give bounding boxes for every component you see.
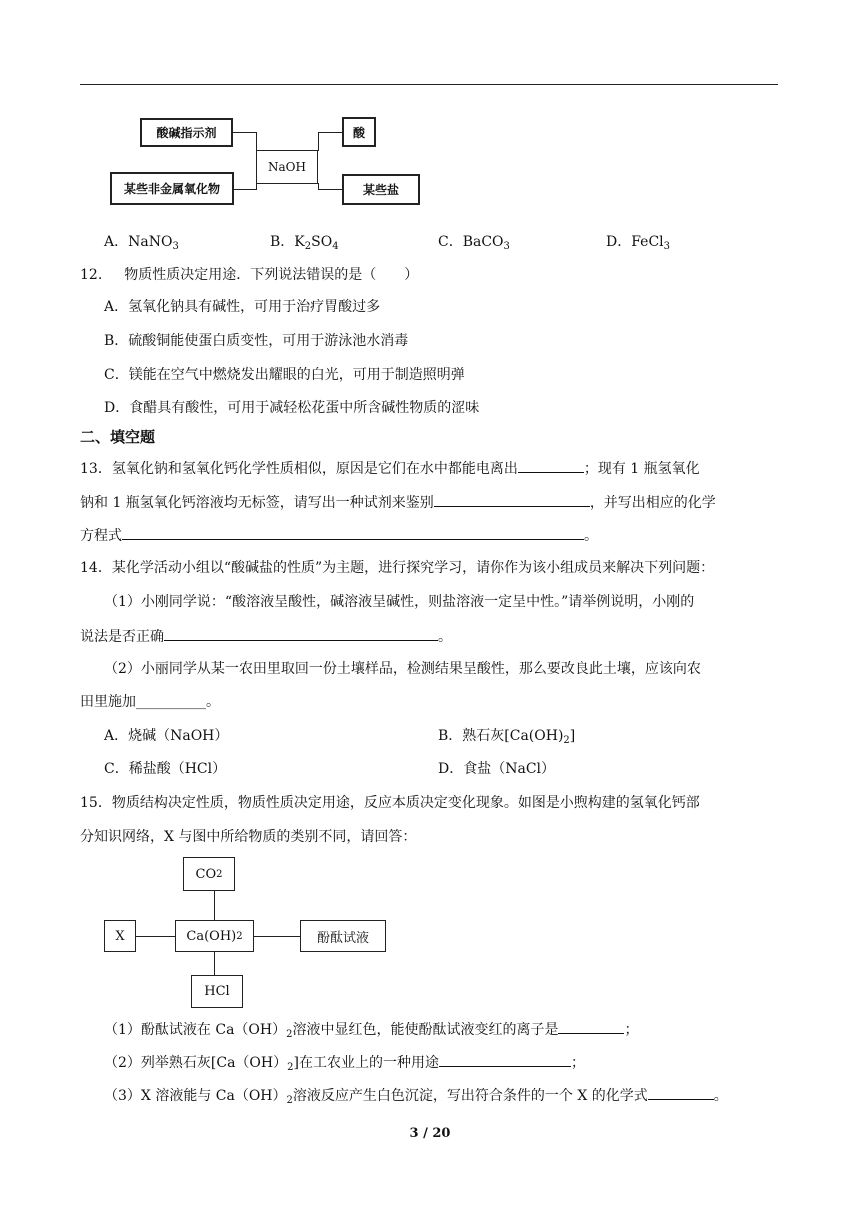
answer-blank[interactable]	[518, 457, 584, 473]
q14-part1-line-1: （1）小刚同学说：“酸溶液呈酸性，碱溶液呈碱性，则盐溶液一定呈中性。”请举例说明，小刚的	[104, 594, 695, 610]
q14-option-d: D．食盐（NaCl）	[438, 761, 556, 777]
connector-line	[318, 189, 342, 190]
q13-line-1: 13．氢氧化钠和氢氧化钙化学性质相似，原因是它们在水中都能电离出 ；现有 1 瓶氢氧化	[80, 457, 700, 479]
answer-blank[interactable]	[648, 1084, 714, 1100]
page-number: 3 / 20	[409, 1126, 451, 1141]
q12-option-d: D．食醋具有酸性，可用于减轻松花蛋中所含碱性物质的涩味	[104, 400, 480, 416]
connector-line	[318, 132, 319, 151]
node-label: NaOH	[268, 160, 306, 174]
answer-blank[interactable]	[122, 524, 584, 540]
connector-line	[234, 189, 257, 190]
connector-line	[214, 952, 215, 975]
q14-part1-line-2: 说法是否正确 。	[80, 625, 452, 647]
connector-line	[136, 936, 175, 937]
q14-option-b: B．熟石灰$[Ca(OH)_2]$	[438, 728, 576, 746]
q11-option-b: B．$K_2SO_4$	[270, 234, 339, 252]
q11-option-d: D．FeCl$_3$	[606, 234, 671, 252]
connector-line	[214, 891, 215, 920]
connector-line	[254, 936, 300, 937]
node-salt	[342, 174, 420, 205]
q15-part1: （1）酚酞试液在 $Ca(OH)_2$溶液中显红色，能使酚酞试液变红的离子是 ；	[104, 1018, 638, 1045]
node-phenolphthalein: 酚酞试液	[300, 920, 386, 952]
node-label: 某些非金属氧化物	[123, 182, 220, 196]
connector-line	[318, 132, 342, 133]
q11-option-c: C．BaCO$_3$	[438, 234, 510, 252]
connector-line	[233, 132, 257, 133]
answer-blank[interactable]	[558, 1018, 624, 1034]
answer-blank[interactable]	[164, 625, 438, 641]
answer-blank[interactable]	[439, 1051, 571, 1067]
q15-part2: （2）列举熟石灰$[Ca(OH)_2]$在工农业上的一种用途 ；	[104, 1051, 585, 1078]
q14-part2-line-1: （2）小丽同学从某一农田里取回一份土壤样品，检测结果呈酸性，那么要改良此土壤，应该向农	[104, 661, 701, 677]
node-nonmetal-oxide	[110, 172, 234, 205]
connector-line	[256, 183, 257, 190]
q15-line-2: 分知识网络，X 与图中所给物质的类别不同，请回答：	[80, 829, 417, 845]
node-acid-base-indicator	[140, 118, 233, 147]
q15-line-1: 15．物质结构决定性质，物质性质决定用途，反应本质决定变化现象。如图是小煦构建的氢氧化钙部	[80, 795, 700, 811]
node-label: 某些盐	[362, 183, 399, 197]
section-title: 二、填空题	[80, 428, 156, 446]
q13-line-3: 方程式 。	[80, 524, 598, 546]
node-x: X	[104, 920, 136, 952]
q12-option-b: B．硫酸铜能使蛋白质变性，可用于游泳池水消毒	[104, 333, 409, 349]
q14-part2-line-2: 田里施加__________。	[80, 694, 220, 710]
question-number: 12.	[80, 267, 103, 283]
node-acid	[342, 117, 376, 147]
node-label: 酸碱指示剂	[156, 126, 217, 140]
question-text: 物质性质决定用途．下列说法错误的是（ ）	[124, 267, 419, 283]
node-label: 酸	[352, 125, 365, 140]
answer-blank[interactable]	[434, 491, 590, 507]
q14-option-a: A．烧碱（NaOH）	[104, 728, 229, 744]
q14-stem: 14．某化学活动小组以“酸碱盐的性质”为主题，进行探究学习，请你作为该小组成员来解决下列问题：	[80, 560, 715, 576]
node-naoh	[256, 150, 318, 184]
q13-line-2: 钠和 1 瓶氢氧化钙溶液均无标签，请写出一种试剂来鉴别 ，并写出相应的化学	[80, 491, 716, 513]
connector-line	[318, 183, 319, 190]
q15-part3: （3）X 溶液能与 $Ca(OH)_2$溶液反应产生白色沉淀，写出符合条件的一个 X 的化学式 。	[104, 1084, 728, 1111]
node-hcl: HCl	[191, 975, 243, 1008]
q12-option-a: A．氢氧化钠具有碱性，可用于治疗胃酸过多	[104, 299, 381, 315]
q12-option-c: C．镁能在空气中燃烧发出耀眼的白光，可用于制造照明弹	[104, 367, 465, 383]
header-rule	[80, 84, 778, 85]
node-co2: CO 2	[183, 857, 235, 891]
node-caoh2: Ca(OH) 2	[175, 920, 254, 952]
q12-stem	[80, 265, 418, 285]
q11-option-a: A．NaNO$_3$	[104, 234, 179, 252]
q14-option-c: C．稀盐酸（HCl）	[104, 761, 227, 777]
connector-line	[256, 132, 257, 151]
